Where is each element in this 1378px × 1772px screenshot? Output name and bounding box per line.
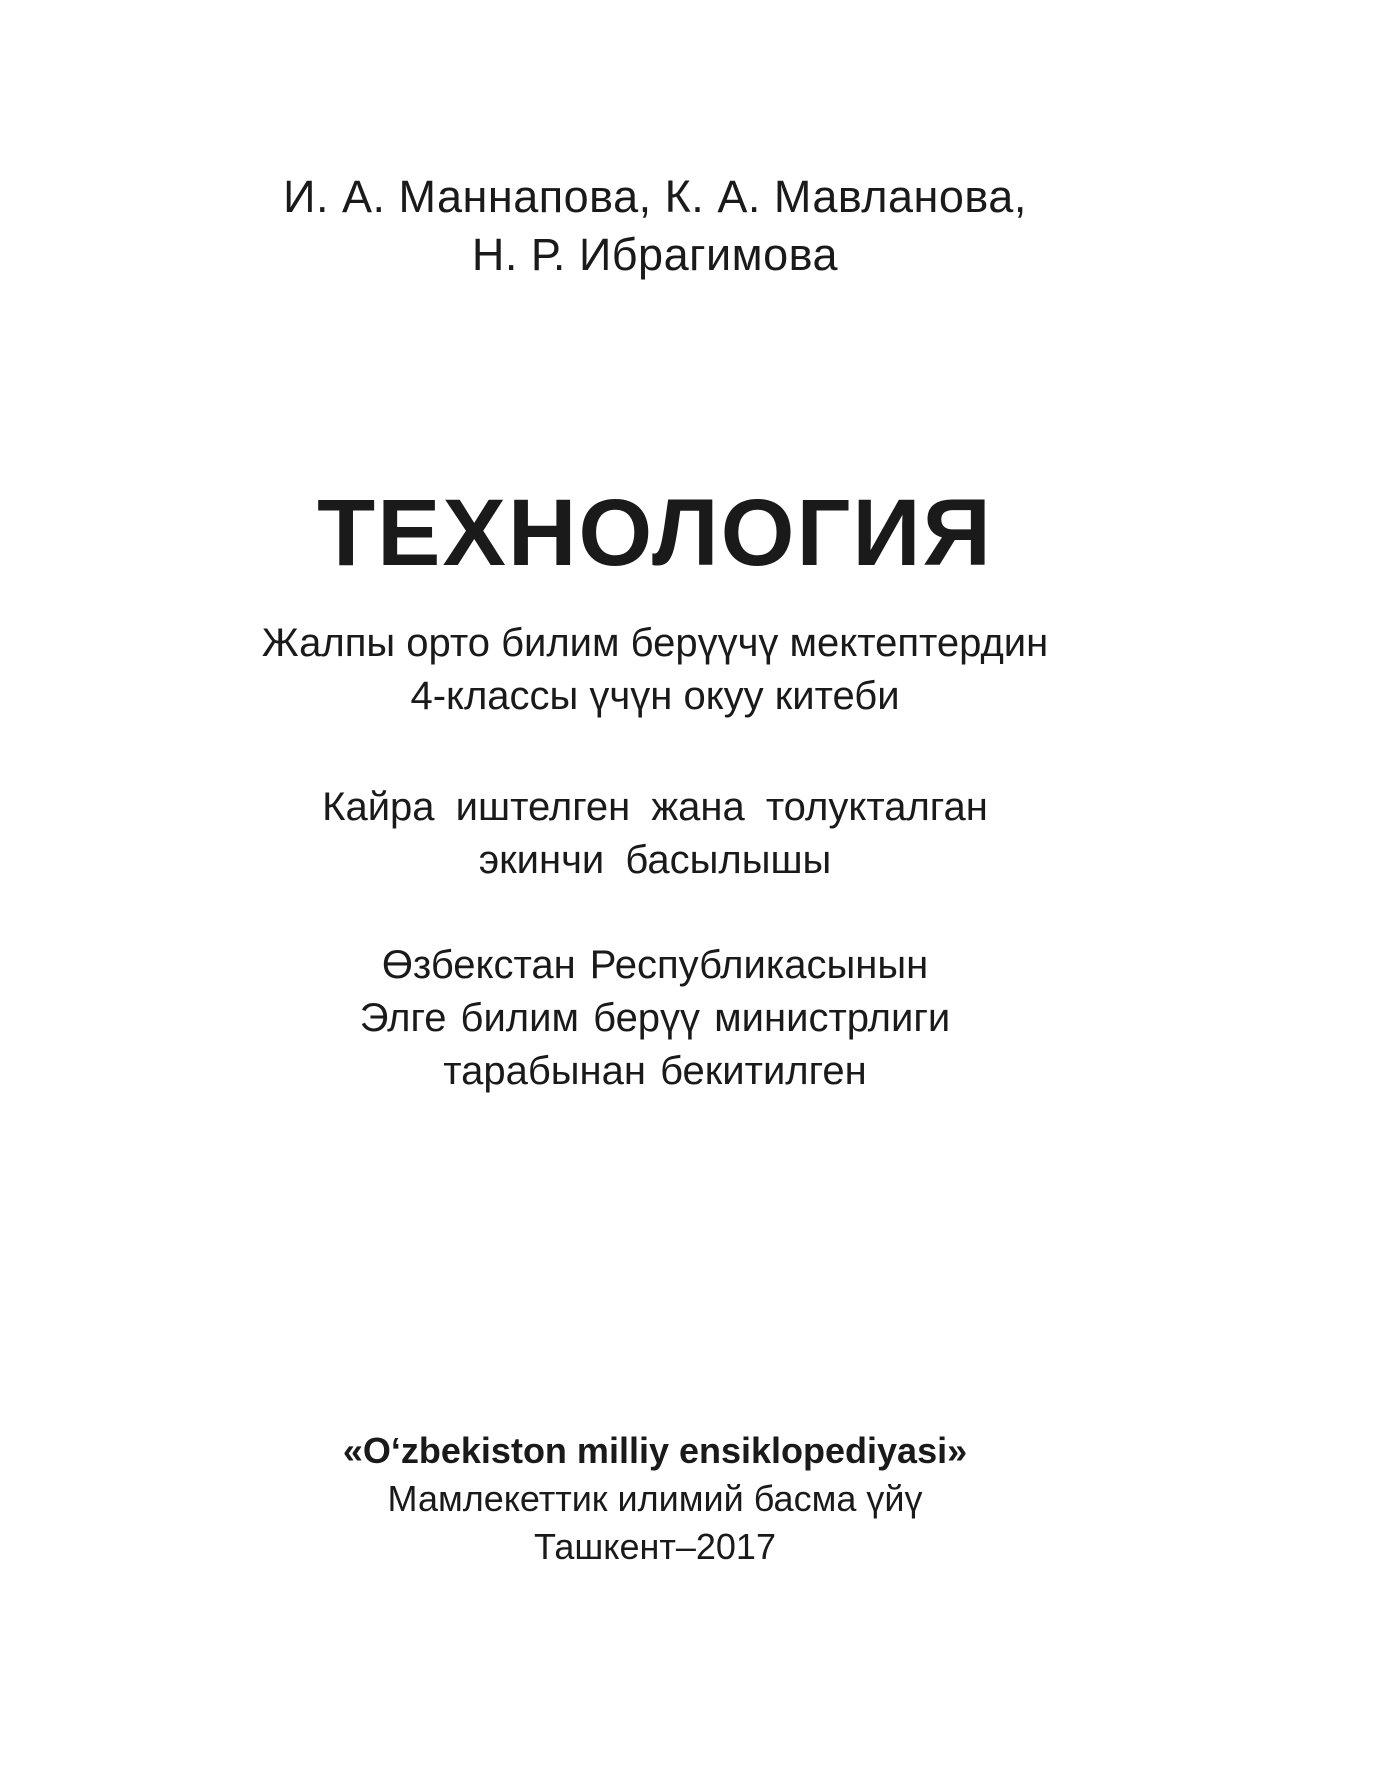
publisher-house: Мамлекеттик илимий басма үйү: [387, 1478, 923, 1519]
publisher-name: «O‘zbekiston milliy ensiklopediyasi»: [342, 1430, 968, 1471]
authors: [0, 168, 1310, 284]
approval-line-2: Элге билим берүү министрлиги: [359, 996, 951, 1040]
edition-note: [0, 781, 1310, 887]
publisher-city-year: Ташкент–2017: [534, 1526, 776, 1567]
book-title: [0, 478, 1310, 588]
authors-line-1: И. А. Маннапова, К. А. Мавланова,: [283, 171, 1027, 222]
edition-line-1: Кайра иштелген жана толукталган: [322, 785, 988, 829]
edition-line-2: экинчи басылышы: [478, 838, 832, 882]
authors-line-2: Н. Р. Ибрагимова: [471, 229, 839, 280]
approval-note: [0, 939, 1310, 1098]
approval-line-1: Өзбекстан Республикасынын: [381, 943, 929, 987]
publisher: [0, 1427, 1310, 1571]
book-title-text: ТЕХНОЛОГИЯ: [317, 480, 993, 586]
subtitle: [0, 617, 1310, 723]
subtitle-line-1: Жалпы орто билим берүүчү мектептердин: [261, 621, 1049, 665]
subtitle-line-2: 4-классы үчүн окуу китеби: [410, 674, 900, 718]
approval-line-3: тарабынан бекитилген: [443, 1049, 867, 1093]
